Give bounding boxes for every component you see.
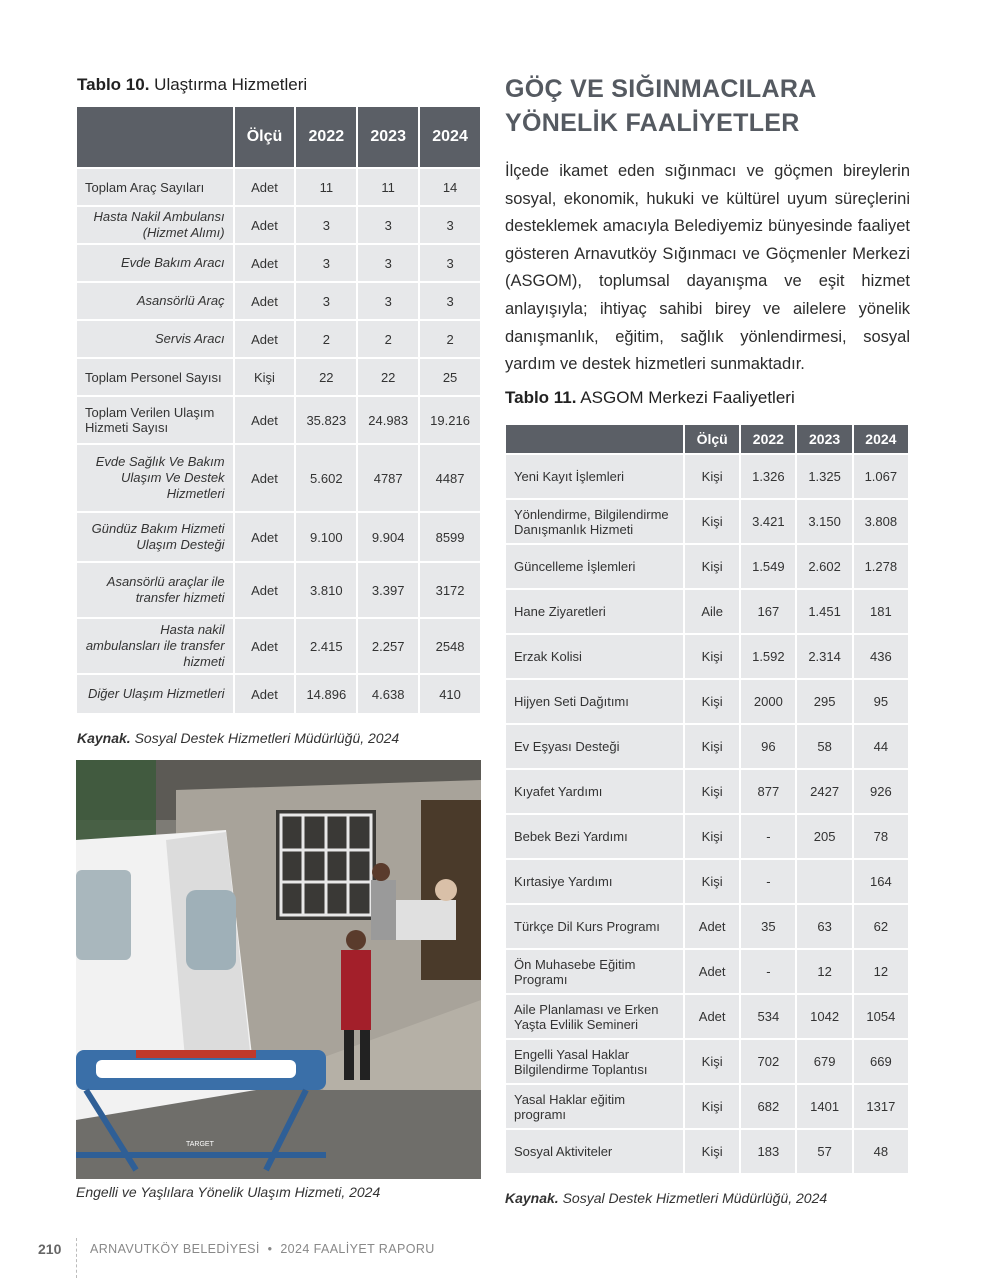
ambulance-scene-illustration [76, 760, 481, 1179]
table10-cell-label: Asansörlü Araç [77, 283, 233, 319]
table11-row [506, 590, 908, 633]
table11-cell-label: Yasal Haklar eğitim programı [506, 1085, 683, 1128]
table11-cell-2022: 1.326 [741, 455, 795, 498]
table11-cell-unit: Kişi [685, 500, 739, 543]
table11-row [506, 1130, 908, 1173]
table10-cell-2023: 3.397 [358, 563, 418, 617]
table10-row [77, 513, 480, 561]
table11-header-unit: Ölçü [685, 425, 739, 453]
table10-row [77, 619, 480, 673]
table11-row [506, 1040, 908, 1083]
table10-row [77, 563, 480, 617]
table11-row [506, 500, 908, 543]
table11-cell-2023: 63 [797, 905, 851, 948]
table11-cell-label: Kırtasiye Yardımı [506, 860, 683, 903]
table11-cell-2023 [797, 860, 851, 903]
table10-cell-label: Toplam Verilen Ulaşım Hizmeti Sayısı [77, 397, 233, 443]
table10-cell-2022: 9.100 [296, 513, 356, 561]
table11-cell-label: Bebek Bezi Yardımı [506, 815, 683, 858]
table10-source: Kaynak. Sosyal Destek Hizmetleri Müdürlüğü, 2024 [77, 730, 400, 746]
table10-cell-2024: 3172 [420, 563, 480, 617]
table10-row [77, 283, 480, 319]
table11-cell-2024: 78 [854, 815, 908, 858]
table11-cell-2024: 1.067 [854, 455, 908, 498]
table10-cell-2023: 3 [358, 283, 418, 319]
table10-cell-unit: Adet [235, 445, 295, 511]
table11-header-2023: 2023 [797, 425, 851, 453]
table11-cell-2022: 702 [741, 1040, 795, 1083]
table11-cell-2022: 2000 [741, 680, 795, 723]
table11-cell-label: Kıyafet Yardımı [506, 770, 683, 813]
table10-caption: Tablo 10. Ulaştırma Hizmetleri [77, 75, 308, 94]
table11-cell-2024: 669 [854, 1040, 908, 1083]
table10-cell-label: Toplam Araç Sayıları [77, 169, 233, 205]
table11-cell-2024: 1054 [854, 995, 908, 1038]
table11-cell-2022: 877 [741, 770, 795, 813]
table10-row [77, 207, 480, 243]
table11-cell-2022: 1.549 [741, 545, 795, 588]
table11-cell-unit: Adet [685, 995, 739, 1038]
table11-cell-2023: 12 [797, 950, 851, 993]
table11-cell-unit: Aile [685, 590, 739, 633]
table10-cell-2024: 3 [420, 283, 480, 319]
photo-caption: Engelli ve Yaşlılara Yönelik Ulaşım Hizmeti, 2024 [76, 1184, 381, 1200]
table11-row [506, 455, 908, 498]
table11-source: Kaynak. Sosyal Destek Hizmetleri Müdürlüğü, 2024 [505, 1190, 828, 1206]
section-heading: GÖÇ VE SIĞINMACILARA YÖNELİK FAALİYETLER [505, 75, 817, 137]
footer-divider [76, 1238, 77, 1278]
table10-cell-2022: 11 [296, 169, 356, 205]
table10-cell-2023: 22 [358, 359, 418, 395]
table11-cell-unit: Kişi [685, 455, 739, 498]
table11-row [506, 905, 908, 948]
table10-cell-unit: Adet [235, 321, 295, 357]
table10-cell-label: Gündüz Bakım Hizmeti Ulaşım Desteği [77, 513, 233, 561]
table10-cell-2024: 8599 [420, 513, 480, 561]
table11-cell-2023: 295 [797, 680, 851, 723]
table11-cell-2022: - [741, 815, 795, 858]
table11-cell-2024: 95 [854, 680, 908, 723]
table11-cell-2022: 3.421 [741, 500, 795, 543]
table11-cell-2022: - [741, 950, 795, 993]
table10-cell-unit: Adet [235, 563, 295, 617]
table10-cell-2024: 14 [420, 169, 480, 205]
table11-cell-2024: 3.808 [854, 500, 908, 543]
table10-cell-unit: Kişi [235, 359, 295, 395]
table11-row [506, 770, 908, 813]
table10-cell-2024: 4487 [420, 445, 480, 511]
table11-cell-label: Aile Planlaması ve Erken Yaşta Evlilik Semineri [506, 995, 683, 1038]
table10-cell-2023: 11 [358, 169, 418, 205]
table11-cell-2023: 2.602 [797, 545, 851, 588]
table10-cell-2022: 22 [296, 359, 356, 395]
table10-header-2024: 2024 [420, 107, 480, 167]
table10-cell-unit: Adet [235, 245, 295, 281]
table11-cell-2023: 3.150 [797, 500, 851, 543]
table11-cell-2022: 682 [741, 1085, 795, 1128]
table10-header-row [77, 107, 480, 167]
table11-row [506, 1085, 908, 1128]
table11-cell-2023: 679 [797, 1040, 851, 1083]
table11-row [506, 680, 908, 723]
table11-cell-label: Ev Eşyası Desteği [506, 725, 683, 768]
table10-cell-2024: 3 [420, 207, 480, 243]
table10-cell-2022: 5.602 [296, 445, 356, 511]
table10-cell-2022: 3.810 [296, 563, 356, 617]
table10-cell-label: Evde Sağlık Ve Bakım Ulaşım Ve Destek Hizmetleri [77, 445, 233, 511]
table10-cell-unit: Adet [235, 513, 295, 561]
table11-cell-2023: 58 [797, 725, 851, 768]
table11-cell-label: Güncelleme İşlemleri [506, 545, 683, 588]
table10-cell-2024: 3 [420, 245, 480, 281]
table10-cell-2023: 3 [358, 245, 418, 281]
table11-cell-label: Hijyen Seti Dağıtımı [506, 680, 683, 723]
table10-cell-2024: 410 [420, 675, 480, 713]
table10-cell-2023: 24.983 [358, 397, 418, 443]
table11-cell-2024: 164 [854, 860, 908, 903]
table11-cell-2024: 181 [854, 590, 908, 633]
table10-cell-2024: 2548 [420, 619, 480, 673]
table10-cell-label: Evde Bakım Aracı [77, 245, 233, 281]
table10-cell-label: Servis Aracı [77, 321, 233, 357]
table10-cell-unit: Adet [235, 619, 295, 673]
table10-cell-label: Hasta Nakil Ambulansı (Hizmet Alımı) [77, 207, 233, 243]
table10-row [77, 245, 480, 281]
table10-cell-label: Hasta nakil ambulansları ile transfer hizmeti [77, 619, 233, 673]
table11-cell-2024: 1.278 [854, 545, 908, 588]
table10-cell-2023: 2 [358, 321, 418, 357]
table11-cell-2024: 926 [854, 770, 908, 813]
footer-text: ARNAVUTKÖY BELEDİYESİ • 2024 FAALİYET RAPORU [90, 1242, 435, 1256]
table10-cell-2023: 9.904 [358, 513, 418, 561]
table10 [75, 105, 482, 715]
table11-cell-unit: Kişi [685, 770, 739, 813]
table10-cell-unit: Adet [235, 169, 295, 205]
table11-cell-2022: 35 [741, 905, 795, 948]
section-paragraph: İlçede ikamet eden sığınmacı ve göçmen bireylerin sosyal, ekonomik, hukuki ve kültürel uyum süreçlerini desteklemek amacıyla Belediyemiz bünyesinde faaliyet gösteren Arnavutköy Sığınmacı ve Göçmenler Merkezi (ASGOM), toplumsal dayanışma ve eşit hizmet anlayışıyla; ihtiyaç sahibi birey ve ailelere yönelik danışmanlık, eğitim, sağlık yönlendirmesi, sosyal yardım ve destek hizmetleri sunmaktadır. [505, 162, 910, 374]
table10-cell-2022: 3 [296, 207, 356, 243]
table11-row [506, 815, 908, 858]
table10-row [77, 169, 480, 205]
table11-cell-unit: Kişi [685, 635, 739, 678]
table10-cell-2022: 3 [296, 283, 356, 319]
table10-cell-2022: 2 [296, 321, 356, 357]
table11-cell-unit: Kişi [685, 680, 739, 723]
table11-cell-2023: 2.314 [797, 635, 851, 678]
table11-cell-2024: 436 [854, 635, 908, 678]
table11-cell-label: Engelli Yasal Haklar Bilgilendirme Toplantısı [506, 1040, 683, 1083]
table11-cell-unit: Kişi [685, 1085, 739, 1128]
table10-cell-unit: Adet [235, 675, 295, 713]
table11-cell-2024: 62 [854, 905, 908, 948]
table11-row [506, 545, 908, 588]
table11-cell-2022: 96 [741, 725, 795, 768]
table11-cell-2023: 1401 [797, 1085, 851, 1128]
table11-cell-unit: Kişi [685, 725, 739, 768]
table10-row [77, 359, 480, 395]
table10-cell-unit: Adet [235, 283, 295, 319]
table10-header-2022: 2022 [296, 107, 356, 167]
table11-cell-unit: Adet [685, 905, 739, 948]
table10-cell-2022: 14.896 [296, 675, 356, 713]
table11-cell-unit: Kişi [685, 545, 739, 588]
table11-row [506, 950, 908, 993]
table11-header-row [506, 425, 908, 453]
table10-cell-2022: 35.823 [296, 397, 356, 443]
table10-cell-2022: 2.415 [296, 619, 356, 673]
table11-cell-2024: 44 [854, 725, 908, 768]
table10-header-unit: Ölçü [235, 107, 295, 167]
table11-cell-2022: 167 [741, 590, 795, 633]
table10-cell-label: Asansörlü araçlar ile transfer hizmeti [77, 563, 233, 617]
table10-cell-2024: 19.216 [420, 397, 480, 443]
table11-cell-2022: 183 [741, 1130, 795, 1173]
table11-cell-2023: 1.325 [797, 455, 851, 498]
table11-header-label [506, 425, 683, 453]
table11-cell-2022: 534 [741, 995, 795, 1038]
table11-cell-label: Sosyal Aktiviteler [506, 1130, 683, 1173]
table11-cell-2023: 57 [797, 1130, 851, 1173]
table11-cell-2022: 1.592 [741, 635, 795, 678]
table11-cell-2023: 205 [797, 815, 851, 858]
table10-row [77, 321, 480, 357]
table11-cell-2023: 1042 [797, 995, 851, 1038]
table11-cell-2022: - [741, 860, 795, 903]
table11-cell-label: Türkçe Dil Kurs Programı [506, 905, 683, 948]
table11-cell-2024: 1317 [854, 1085, 908, 1128]
page-number: 210 [38, 1241, 62, 1257]
stretcher-label: TARGET [186, 1141, 214, 1148]
table10-cell-unit: Adet [235, 397, 295, 443]
table11-cell-label: Ön Muhasebe Eğitim Programı [506, 950, 683, 993]
table11-caption: Tablo 11. ASGOM Merkezi Faaliyetleri [505, 388, 795, 407]
table10-cell-2022: 3 [296, 245, 356, 281]
table10-cell-unit: Adet [235, 207, 295, 243]
table11-header-2024: 2024 [854, 425, 908, 453]
table11 [504, 423, 910, 1175]
table11-row [506, 860, 908, 903]
table11-cell-unit: Adet [685, 950, 739, 993]
table10-cell-2023: 4.638 [358, 675, 418, 713]
table11-cell-unit: Kişi [685, 1130, 739, 1173]
table11-row [506, 725, 908, 768]
table11-cell-label: Yönlendirme, Bilgilendirme Danışmanlık Hizmeti [506, 500, 683, 543]
table10-cell-label: Diğer Ulaşım Hizmetleri [77, 675, 233, 713]
table11-row [506, 635, 908, 678]
table11-cell-label: Hane Ziyaretleri [506, 590, 683, 633]
table10-cell-2023: 2.257 [358, 619, 418, 673]
table11-cell-2023: 1.451 [797, 590, 851, 633]
table11-cell-unit: Kişi [685, 815, 739, 858]
table11-cell-label: Yeni Kayıt İşlemleri [506, 455, 683, 498]
table10-cell-label: Toplam Personel Sayısı [77, 359, 233, 395]
table10-header-label [77, 107, 233, 167]
table11-cell-label: Erzak Kolisi [506, 635, 683, 678]
table10-cell-2023: 3 [358, 207, 418, 243]
table10-row [77, 445, 480, 511]
table11-cell-2024: 48 [854, 1130, 908, 1173]
table11-row [506, 995, 908, 1038]
table10-cell-2024: 25 [420, 359, 480, 395]
table11-cell-2023: 2427 [797, 770, 851, 813]
table10-row [77, 397, 480, 443]
table10-cell-2023: 4787 [358, 445, 418, 511]
ambulance-photo [76, 760, 481, 1179]
table11-header-2022: 2022 [741, 425, 795, 453]
table10-row [77, 675, 480, 713]
table10-header-2023: 2023 [358, 107, 418, 167]
table11-cell-unit: Kişi [685, 1040, 739, 1083]
table10-cell-2024: 2 [420, 321, 480, 357]
table11-cell-unit: Kişi [685, 860, 739, 903]
table11-cell-2024: 12 [854, 950, 908, 993]
